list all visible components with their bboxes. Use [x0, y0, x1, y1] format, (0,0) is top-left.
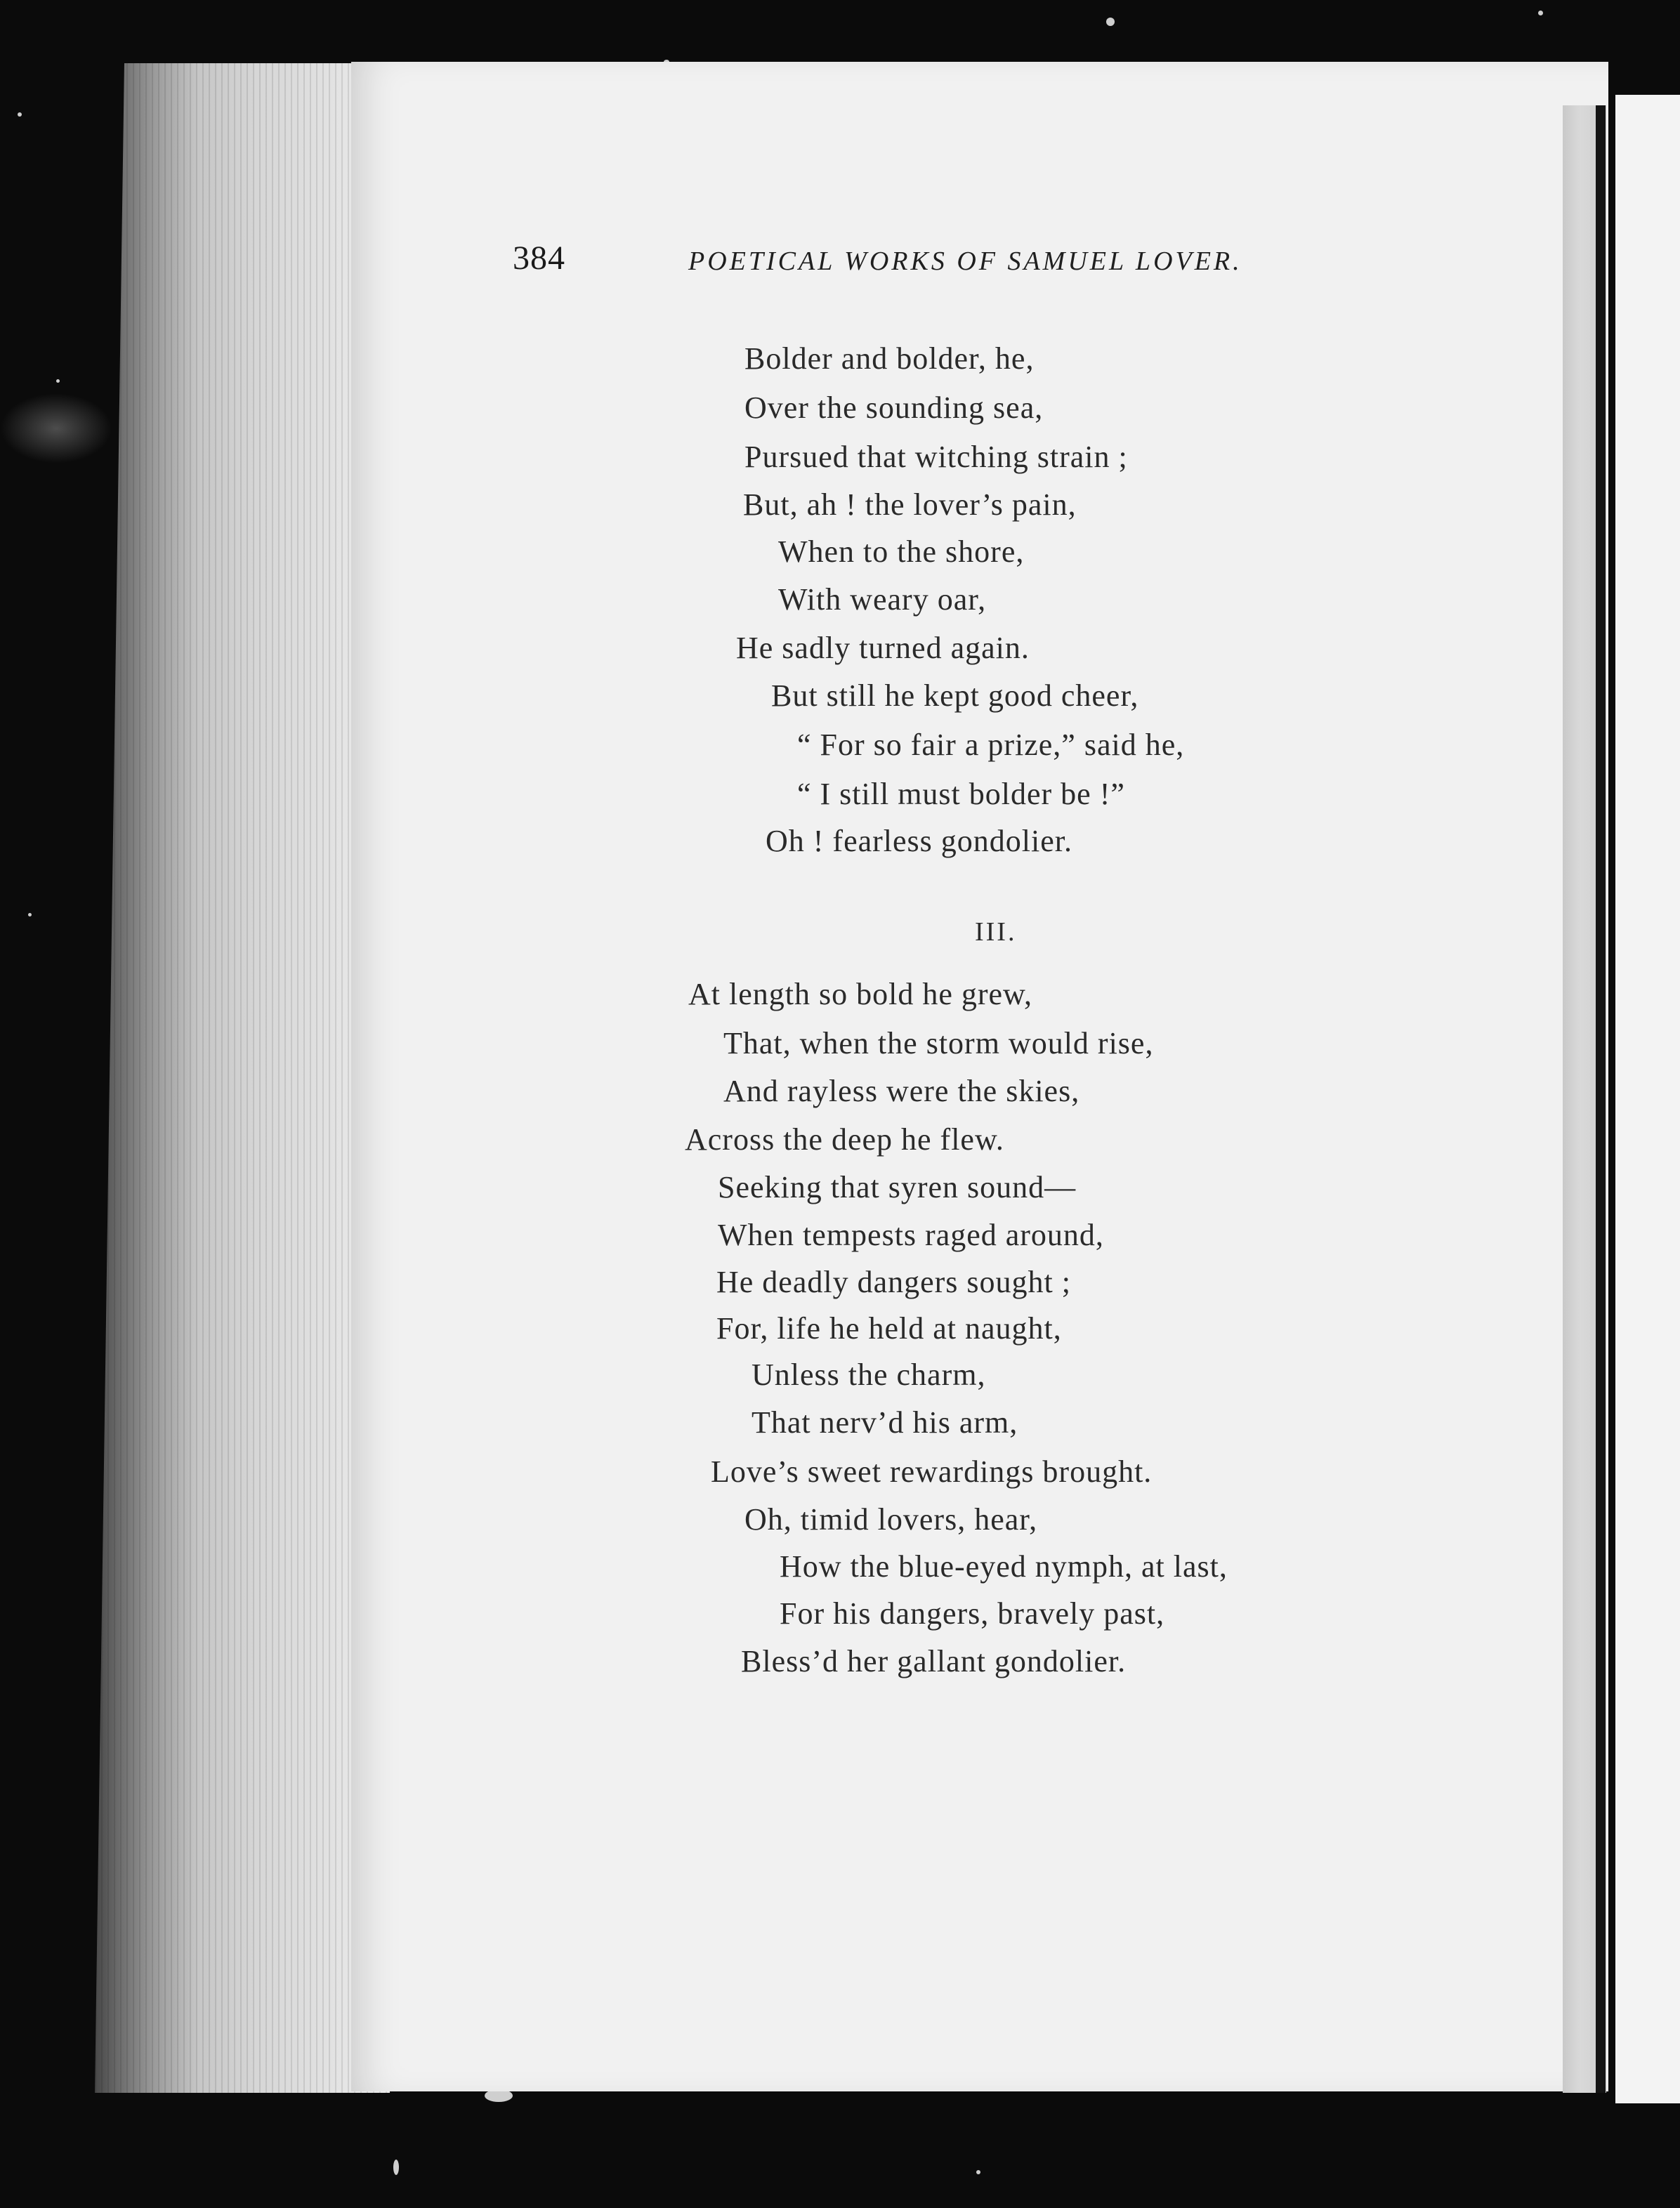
poem-line: Pursued that witching strain ;: [744, 440, 1128, 474]
dust-speck: [393, 2160, 399, 2175]
poem-line: But, ah ! the lover’s pain,: [743, 487, 1077, 522]
poem-line: But still he kept good cheer,: [771, 678, 1139, 713]
dust-speck: [976, 2170, 980, 2174]
running-head: POETICAL WORKS OF SAMUEL LOVER.: [688, 247, 1242, 276]
poem-line: When to the shore,: [778, 534, 1025, 569]
poem-line: And rayless were the skies,: [723, 1074, 1080, 1108]
poem-line: At length so bold he grew,: [688, 977, 1032, 1011]
poem-line: He sadly turned again.: [736, 631, 1030, 665]
dust-speck: [28, 913, 32, 916]
poem-line: Oh ! fearless gondolier.: [766, 824, 1072, 858]
poem-line: Bolder and bolder, he,: [744, 341, 1035, 376]
poem-line: “ For so fair a prize,” said he,: [797, 728, 1185, 762]
book-page-edges: [95, 63, 390, 2093]
poem-line: With weary oar,: [778, 582, 987, 617]
poem-line: He deadly dangers sought ;: [716, 1265, 1071, 1299]
poem-line: Across the deep he flew.: [685, 1122, 1004, 1157]
scan-smudge: [0, 393, 112, 464]
section-numeral: III.: [975, 917, 1017, 947]
book-gutter: [1596, 105, 1606, 2093]
dust-speck: [56, 379, 60, 383]
facing-page-edge: [1615, 95, 1680, 2103]
poem-line: “ I still must bolder be !”: [797, 777, 1125, 811]
poem-line: Oh, timid lovers, hear,: [744, 1502, 1038, 1537]
poem-line: Bless’d her gallant gondolier.: [741, 1644, 1127, 1678]
poem-line: How the blue-eyed nymph, at last,: [780, 1549, 1228, 1584]
page-number: 384: [513, 239, 565, 277]
dust-speck: [18, 112, 22, 117]
poem-line: Seeking that syren sound—: [718, 1170, 1077, 1204]
poem-line: For, life he held at naught,: [716, 1311, 1062, 1346]
poem-line: For his dangers, bravely past,: [780, 1596, 1165, 1631]
poem-line: When tempests raged around,: [718, 1218, 1104, 1252]
dust-speck: [1106, 18, 1115, 26]
poem-line: Love’s sweet rewardings brought.: [711, 1454, 1153, 1489]
dust-speck: [1538, 11, 1543, 15]
poem-line: That nerv’d his arm,: [752, 1405, 1018, 1440]
poem-line: That, when the storm would rise,: [723, 1026, 1154, 1060]
poem-line: Over the sounding sea,: [744, 390, 1044, 425]
poem-line: Unless the charm,: [752, 1358, 986, 1392]
